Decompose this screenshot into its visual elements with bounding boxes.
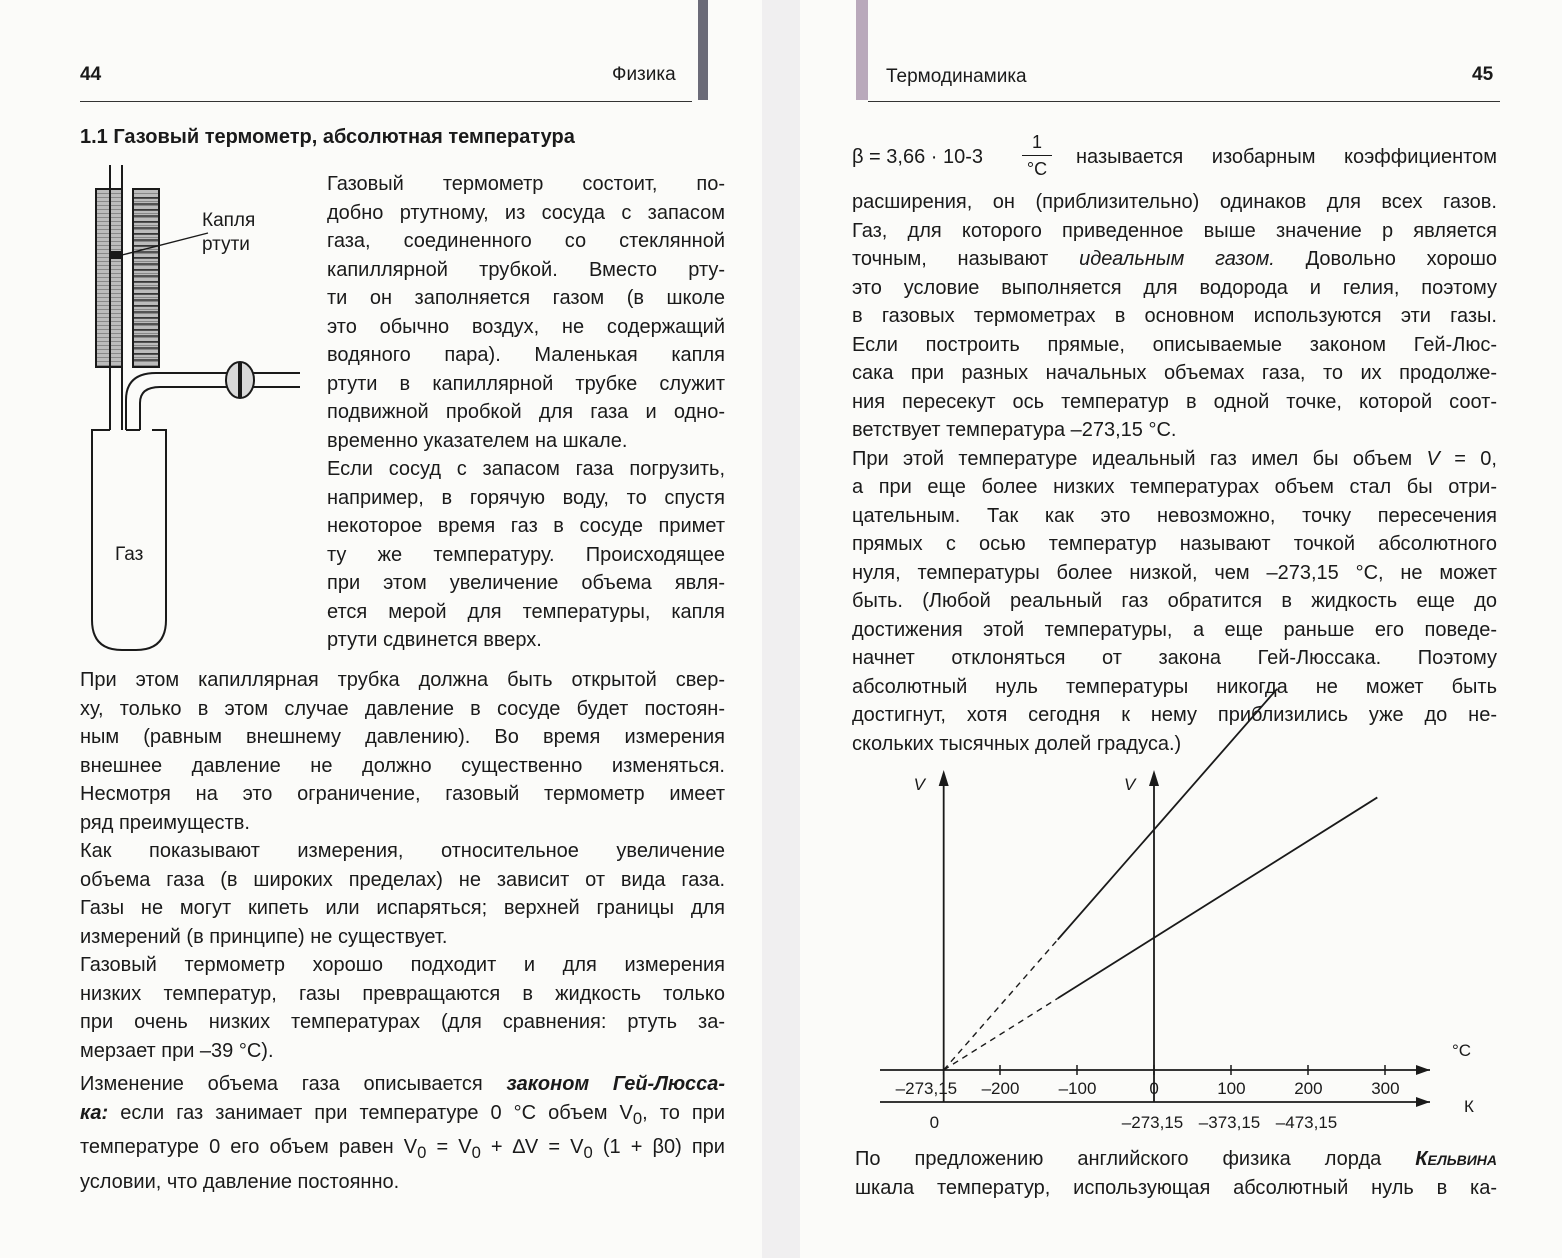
c-tick-label-4: 100: [1217, 1079, 1246, 1098]
k-tick-label-0: 0: [929, 1113, 940, 1132]
page-number-left: 44: [80, 64, 102, 85]
kelvin-unit-label: К: [1464, 1097, 1474, 1116]
law-l4: условии, что давление постоянно.: [80, 1170, 400, 1193]
wrap-line-1: добно ртутному, из сосуда с запасом: [327, 201, 725, 224]
v0-a: При этой температуре идеальный газ имел бы объем: [852, 447, 1427, 470]
kelvin-paragraph: [855, 1145, 1497, 1202]
line-c-1: цательным. Так как это невозможно, точку пересечения: [852, 504, 1497, 527]
full-line-3: внешнее давление не должно существенно изменяться.: [80, 754, 725, 777]
wrap-line-16: ртути сдвинется вверх.: [327, 629, 542, 651]
kelvin-axis-arrow: [1416, 1097, 1430, 1107]
v-label-0: V: [913, 775, 926, 794]
full-line-7: объема газа (в широких пределах) не зависит от вида газа.: [80, 868, 725, 891]
full-line-0: При этом капиллярная трубка должна быть открытой свер-: [80, 669, 725, 691]
sub-3: 0: [583, 1143, 593, 1162]
section-title: 1.1 Газовый термометр, абсолютная температура: [80, 126, 575, 148]
book-gutter: [762, 0, 800, 1258]
mercury-drop: [110, 251, 122, 259]
law-term: законом Гей-Люсса-: [506, 1073, 725, 1095]
wrap-line-8: подвижной пробкой для газа и одно-: [327, 401, 725, 423]
page-number-right: 45: [1472, 64, 1494, 85]
sub-2: 0: [471, 1143, 481, 1162]
series-shallow-solid: [1058, 797, 1378, 998]
full-line-4: Несмотря на это ограничение, газовый термометр имеет: [80, 783, 725, 805]
gay-lussac-paragraph: [80, 1070, 725, 1196]
gas-thermometer-figure: [80, 165, 320, 675]
line-ideal-1: Газ, для которого приведенное выше значение р является: [852, 219, 1497, 242]
v0-v: V: [1426, 447, 1440, 470]
line-b-0: это условие выполняется для водорода и гелия, поэтому: [852, 276, 1497, 299]
kelvin-l1a: По предложению английского физика лорда: [855, 1148, 1416, 1170]
line-c-2: прямых с осью температур называют точкой абсолютного: [852, 533, 1497, 555]
lines-c: [852, 473, 1497, 758]
series-shallow-dashed: [944, 998, 1058, 1070]
wrap-text-block: [327, 170, 725, 655]
full-line-10: Газовый термометр хорошо подходит и для измерения: [80, 954, 725, 976]
line-c-5: достижения этой температуры, а еще раньше его поведе-: [852, 618, 1497, 641]
law-term-end: ка:: [80, 1101, 109, 1124]
c-tick-label-5: 200: [1294, 1079, 1323, 1098]
law-l2b: если газ занимает при температуре 0 °C объем V: [108, 1101, 633, 1124]
running-head-right: Термодинамика: [886, 66, 1027, 87]
sub-0: 0: [632, 1108, 643, 1128]
thumb-edge-left: [698, 0, 708, 100]
line-c-6: начнет отклоняться от закона Гей-Люссака. Поэтому: [852, 647, 1497, 669]
line-ideal-2: [852, 245, 1497, 274]
right-text-block: [852, 188, 1497, 758]
law-l3c: + ∆V = V: [480, 1136, 584, 1158]
beta-formula: [852, 128, 1497, 188]
gas-flask: [92, 430, 166, 650]
full-line-8: Газы не могут кипеть или испаряться; верхней границы для: [80, 897, 725, 919]
ideal-c: Довольно хорошо: [1274, 248, 1497, 270]
c-tick-label-2: –100: [1058, 1079, 1097, 1098]
header-rule-right: [868, 101, 1500, 102]
c-tick-label-3: 0: [1149, 1079, 1159, 1098]
full-line-1: ху, только в этом случае давление в сосуде будет постоян-: [80, 697, 725, 720]
wrap-line-13: ту же температуру. Происходящее: [327, 543, 725, 566]
wrap-line-11: например, в горячую воду, то спустя: [327, 486, 725, 509]
line-c-7: абсолютный нуль температуры никогда не может быть: [852, 675, 1497, 698]
law-l3a: температуре 0 его объем равен V: [80, 1136, 418, 1158]
label-drop-line2: ртути: [202, 234, 250, 255]
line-v0: [852, 445, 1497, 474]
wrap-line-15: ется мерой для температуры, капля: [327, 600, 725, 623]
line-c-9: скольких тысячных долей градуса.): [852, 732, 1182, 755]
line-b-4: ния пересекут ось температур в одной точке, которой соот-: [852, 390, 1497, 413]
law-l3b: = V: [426, 1136, 472, 1158]
label-drop-line1: Капля: [202, 210, 256, 231]
kelvin-name: Кельвина: [1415, 1148, 1497, 1170]
law-l2c: , то при: [642, 1101, 725, 1124]
gay-lussac-chart: [852, 760, 1502, 1140]
wrap-line-9: временно указателем на шкале.: [327, 429, 628, 452]
series-steep-dashed: [944, 940, 1058, 1070]
line-c-0: а при еще более низких температурах объем стал бы отри-: [852, 476, 1497, 498]
v-axis-absolute-arrow: [939, 770, 949, 786]
wrap-line-4: ти он заполняется газом (в школе: [327, 287, 725, 309]
v-label-1: V: [1124, 775, 1136, 794]
full-line-12: при очень низких температурах (для сравнения: ртуть за-: [80, 1011, 725, 1033]
full-line-6: Как показывают измерения, относительное увеличение: [80, 840, 725, 862]
wrap-line-0: Газовый термометр состоит, по-: [327, 173, 725, 195]
c-tick-label-0: –273,15: [895, 1079, 958, 1098]
frac-denominator: °C: [1026, 159, 1048, 179]
line-c-4: быть. (Любой реальный газ обратится в жидкость еще до: [852, 590, 1497, 612]
frac-numerator: 1: [1031, 132, 1042, 152]
wrap-line-6: водяного пара). Маленькая капля: [327, 344, 725, 366]
v-axis-celsius-arrow: [1149, 770, 1159, 786]
celsius-axis-arrow: [1416, 1065, 1430, 1075]
line-b-3: сака при разных начальных объемах газа, то их продолже-: [852, 362, 1497, 384]
lines-b: [852, 274, 1497, 445]
v0-c: = 0,: [1439, 447, 1497, 470]
formula-suffix: называется изобарным коэффициентом: [1076, 146, 1497, 168]
wrap-line-10: Если сосуд с запасом газа погрузить,: [327, 458, 725, 480]
formula-prefix: β = 3,66 · 10-3: [852, 146, 984, 168]
header-rule-left: [80, 101, 692, 102]
ideal-a: точным, называют: [852, 248, 1080, 270]
full-line-11: низких температур, газы превращаются в жидкость только: [80, 982, 725, 1005]
full-text-block: [80, 666, 725, 1065]
wrap-line-7: ртути в капиллярной трубке служит: [327, 372, 725, 395]
line-b-1: в газовых термометрах в основном используются эти газы.: [852, 305, 1497, 327]
line-b-2: Если построить прямые, описываемые законом Гей-Люс-: [852, 333, 1497, 356]
running-head-left: Физика: [612, 64, 676, 85]
full-line-9: измерений (в принципе) не существует.: [80, 925, 448, 948]
wrap-line-12: некоторое время газ в сосуде примет: [327, 515, 725, 537]
full-line-5: ряд преимуществ.: [80, 811, 250, 834]
wrap-line-2: газа, соединенного со стеклянной: [327, 230, 725, 252]
fraction-bar: [1022, 155, 1052, 156]
line-c-8: достигнут, хотя сегодня к нему приблизились уже до не-: [852, 704, 1497, 726]
k-tick-label-3: –473,15: [1275, 1113, 1338, 1132]
line-r1: расширения, он (приблизительно) одинаков для всех газов.: [852, 191, 1497, 213]
wrap-line-3: капиллярной трубкой. Вместо рту-: [327, 258, 725, 281]
c-tick-label-6: 300: [1371, 1079, 1400, 1098]
label-gas: Газ: [115, 544, 144, 565]
line-c-3: нуля, температуры более низкой, чем –273,15 °C, не может: [852, 561, 1497, 584]
c-tick-label-1: –200: [981, 1079, 1020, 1098]
ideal-term: идеальным газом.: [1079, 248, 1275, 270]
line-b-5: ветствует температура –273,15 °C.: [852, 419, 1177, 441]
celsius-unit-label: °C: [1452, 1041, 1472, 1060]
law-l3d: (1 + β0) при: [592, 1136, 725, 1158]
law-l1a: Изменение объема газа описывается: [80, 1073, 507, 1095]
full-line-13: мерзает при –39 °C).: [80, 1039, 274, 1062]
scale-ticks: [133, 193, 159, 363]
sub-1: 0: [417, 1143, 427, 1162]
wrap-line-14: при этом увеличение объема явля-: [327, 572, 725, 594]
kelvin-l2: шкала температур, использующая абсолютный нуль в ка-: [855, 1176, 1497, 1199]
thumb-edge-right: [856, 0, 868, 100]
k-tick-label-2: –373,15: [1198, 1113, 1261, 1132]
k-tick-label-1: –273,15: [1121, 1113, 1184, 1132]
wrap-line-5: это обычно воздух, не содержащий: [327, 315, 725, 338]
full-line-2: ным (равным внешнему давлению). Во время измерения: [80, 726, 725, 748]
